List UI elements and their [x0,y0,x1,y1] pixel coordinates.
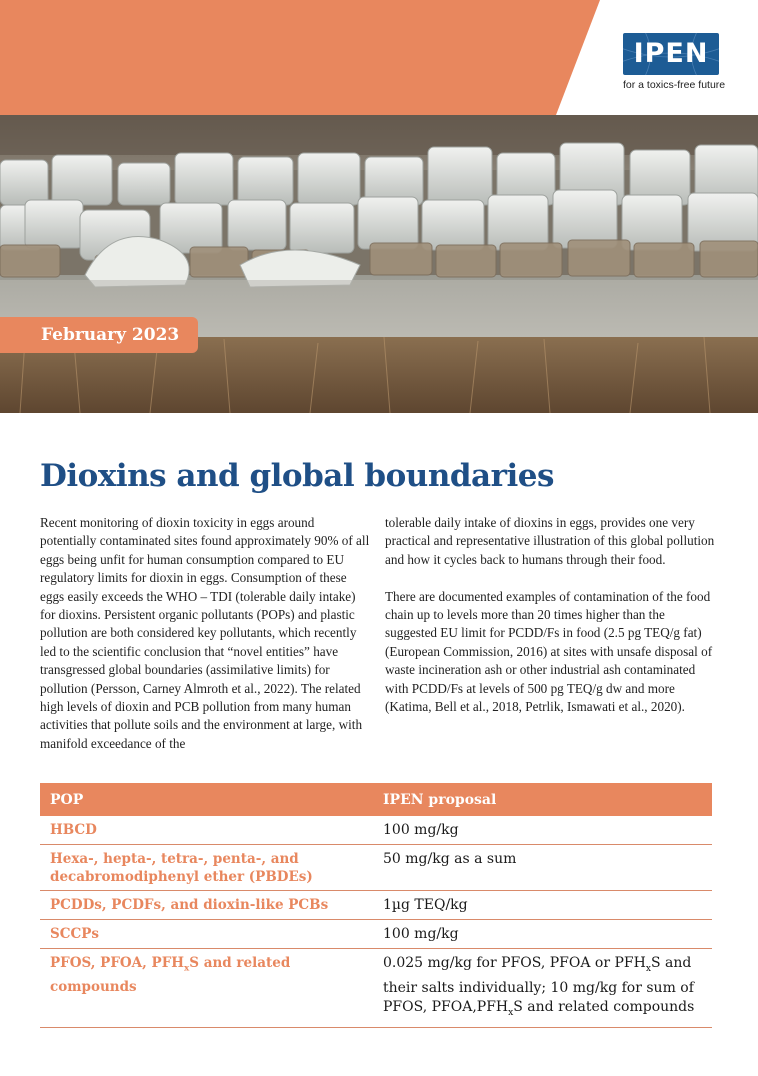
pop-cell: Hexa-, hepta-, tetra-, penta-, and decabromodiphenyl ether (PBDEs) [50,851,313,885]
pop-limits-table [40,783,712,1028]
pop-cell: HBCD [50,822,97,838]
sandbags-water-photo [0,115,758,413]
pop-cell: SCCPs [50,926,99,942]
pop-cell: PCDDs, PCDFs, and dioxin-like PCBs [50,897,329,913]
proposal-cell: 1µg TEQ/kg [383,897,468,913]
ipen-logo [623,33,726,91]
body-column-left [40,514,370,772]
column-header-pop: POP [50,791,84,808]
table-row [40,891,712,920]
body-column-right [385,514,715,735]
table-header [40,783,712,816]
header-banner [0,0,758,115]
page-title: Dioxins and global boundaries [40,458,554,494]
table-row [40,845,712,891]
body-paragraph: There are documented examples of contamination of the food chain up to levels more than 20 times higher than the suggested EU limit for PCDD/Fs in food (2.5 pg TEQ/g fat) (European Commission, 2016) at sites with unsafe disposal of waste incineration ash or other industrial ash contaminated with PCDD/Fs at levels of 500 pg TEQ/g dw and more (Katima, Bell et al., 2018, Petrlik, Ismawati et al., 2020). [385,588,713,715]
column-header-proposal: IPEN proposal [383,791,497,808]
body-paragraph: tolerable daily intake of dioxins in eggs, provides one very practical and representative illustration of this global pollution and how it cycles back to humans through their food. [385,515,715,567]
table-row [40,920,712,949]
ipen-logo-box [623,33,719,75]
body-paragraph: Recent monitoring of dioxin toxicity in eggs around potentially contaminated sites found approximately 90% of all eggs being unfit for human consumption compared to EU regulatory limits for dioxin in eggs. Consumption of these eggs easily exceeds the WHO – TDI (tolerable daily intake) for dioxins. Persistent organic pollutants (POPs) and plastic pollution are both considered key pollutants, which recently led to the scientific conclusion that “novel entities” have transgressed global boundaries (assimilative limits) for pollution (Persson, Carney Almroth et al., 2022). The related high levels of dioxin and PCB pollution from many human activities that pollute soils and the environment at large, with manifold exceedance of the [40,515,370,751]
logo-text: IPEN [633,38,709,69]
proposal-cell: 50 mg/kg as a sum [383,851,517,867]
date-label: February 2023 [41,325,180,345]
header-photo [0,115,758,413]
proposal-cell: 100 mg/kg [383,926,459,942]
proposal-cell: 100 mg/kg [383,822,459,838]
date-tag [0,317,198,353]
table-row [40,949,712,1028]
pop-cell: PFOS, PFOA, $PFH_xS$ and related compounds [50,955,291,995]
proposal-cell: 0.025 mg/kg for PFOS, PFOA or $PFH_xS$ and their salts individually; 10 mg/kg for sum of PFOS, $PFOA,PFH_xS$ and related compounds [383,955,695,1018]
logo-tagline: for a toxics-free future [623,79,726,91]
table-row [40,816,712,845]
